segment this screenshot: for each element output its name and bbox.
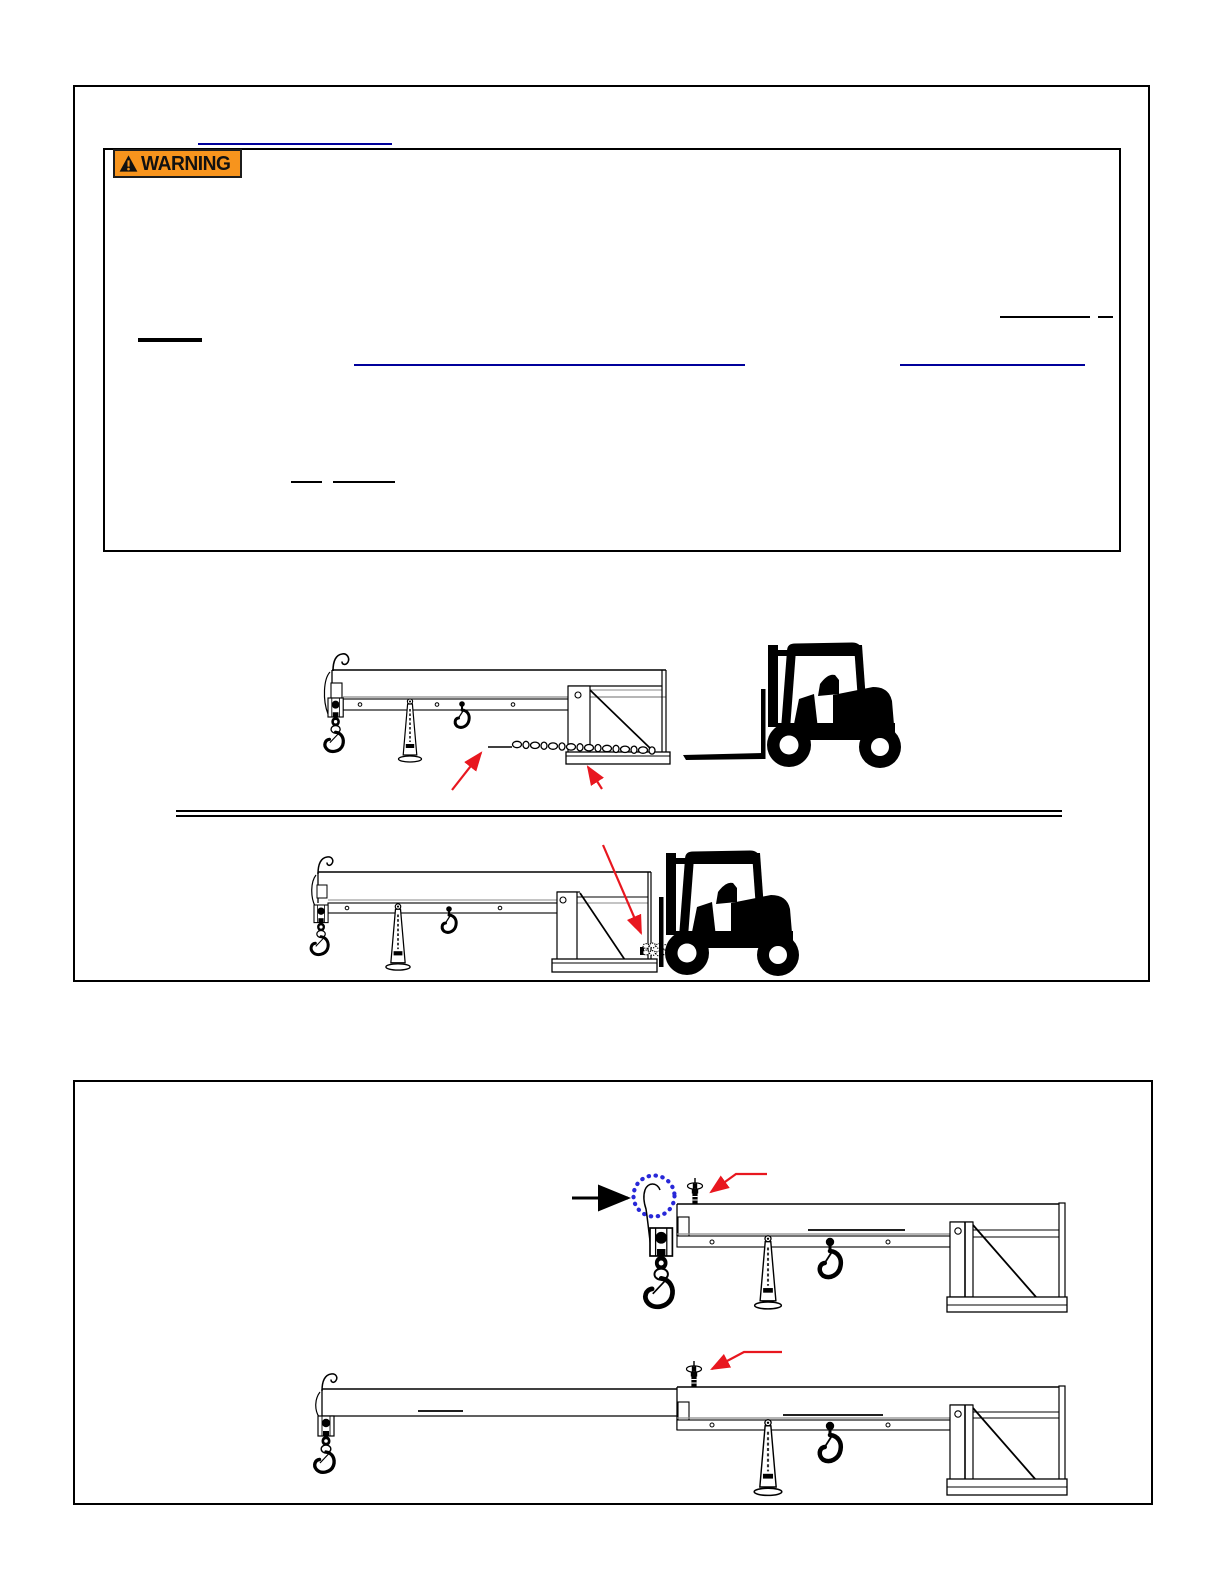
separator-line-top bbox=[176, 810, 1062, 812]
mast-bracket-column bbox=[950, 1405, 973, 1480]
underline-right-dash bbox=[1098, 316, 1113, 318]
bracket-base-plate bbox=[947, 1297, 1067, 1312]
boom-rail bbox=[343, 699, 570, 710]
lock-pin bbox=[687, 1361, 702, 1387]
bracket-diagonal-brace bbox=[590, 690, 652, 750]
red-arrow-pin bbox=[712, 1352, 782, 1369]
chain-tie-at-carriage bbox=[640, 943, 668, 956]
blue-dotted-circle bbox=[634, 1176, 675, 1217]
mast-bracket-column bbox=[950, 1222, 973, 1297]
figure-boom-retracted bbox=[560, 1150, 1080, 1325]
mast-bracket-column bbox=[557, 892, 577, 960]
underline-small-2 bbox=[333, 481, 395, 483]
warning-triangle-icon bbox=[119, 155, 138, 172]
boom-assembly bbox=[316, 1374, 1067, 1495]
boom-assembly bbox=[312, 857, 657, 972]
red-arrow-pin bbox=[711, 1174, 767, 1192]
bracket-diagonal-brace bbox=[973, 1408, 1036, 1480]
boom-rail bbox=[677, 1420, 950, 1430]
boom-assembly bbox=[677, 1203, 1067, 1312]
underline-left-bold bbox=[138, 338, 202, 342]
lock-pin bbox=[688, 1178, 703, 1204]
swivel-hook-left bbox=[315, 1416, 334, 1472]
red-arrow-base bbox=[588, 767, 602, 789]
swivel-hook-left bbox=[325, 698, 343, 751]
hyperlink-underline-top[interactable] bbox=[198, 143, 392, 145]
load-leg bbox=[386, 904, 410, 970]
hook-guard-curl bbox=[333, 654, 349, 671]
red-arrow-chain bbox=[452, 753, 481, 790]
separator-line-bottom bbox=[176, 815, 1062, 817]
warning-banner bbox=[113, 149, 242, 178]
red-arrow-chain-tie bbox=[603, 845, 641, 933]
swivel-hook-left bbox=[311, 905, 328, 955]
bracket-base-plate bbox=[552, 959, 657, 972]
hyperlink-underline-middle[interactable] bbox=[354, 364, 745, 366]
swivel-hook-stored bbox=[645, 1228, 672, 1307]
warning-text-box bbox=[103, 148, 1121, 552]
boom-rail bbox=[677, 1236, 950, 1247]
load-leg bbox=[754, 1420, 782, 1496]
bracket-diagonal-brace bbox=[973, 1225, 1036, 1297]
underline-right-long bbox=[1000, 316, 1090, 318]
warning-banner-label: WARNING bbox=[141, 152, 231, 175]
figure-boom-extended bbox=[300, 1340, 1080, 1500]
underline-small-1 bbox=[291, 481, 322, 483]
forklift-silhouette-2 bbox=[659, 851, 799, 977]
boom-rail bbox=[328, 903, 560, 913]
forklift-silhouette-1 bbox=[683, 643, 901, 769]
figure-boom-carried bbox=[290, 835, 920, 983]
figure-boom-pickup bbox=[290, 630, 920, 805]
hyperlink-underline-right[interactable] bbox=[900, 364, 1085, 366]
